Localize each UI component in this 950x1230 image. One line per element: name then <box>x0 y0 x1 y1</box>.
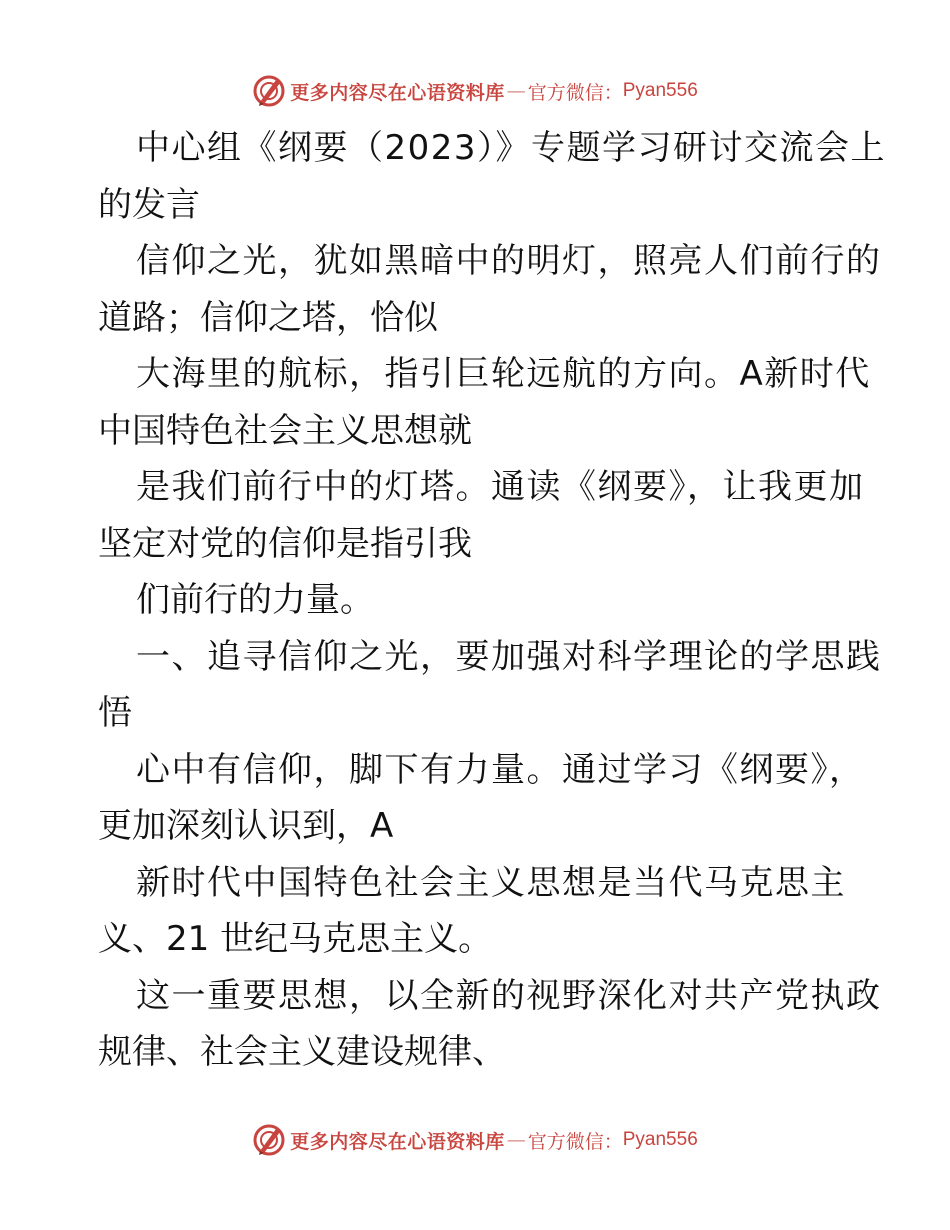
watermark-separator: — <box>506 80 526 102</box>
paragraph <box>98 572 858 629</box>
paragraph <box>98 233 882 346</box>
text-line: 义、21 世纪马克思主义。 <box>98 919 493 959</box>
pen-logo-icon <box>252 74 286 108</box>
text-line: 中国特色社会主义思想就 <box>98 410 472 451</box>
text-line: 的发言 <box>98 184 200 225</box>
text-line: 中心组《纲要（2023）》专题学习研讨交流会上 <box>136 128 887 168</box>
text-line: 心中有信仰，脚下有力量。通过学习《纲要》， <box>136 749 865 790</box>
document-body <box>98 120 887 1081</box>
watermark-wechat-id: Pyan556 <box>622 80 698 101</box>
document-title <box>98 120 887 233</box>
text-line: 大海里的航标，指引巨轮远航的方向。A新时代 <box>136 354 871 394</box>
header-watermark <box>0 71 950 111</box>
text-line: 是我们前行中的灯塔。通读《纲要》，让我更加 <box>136 467 865 507</box>
text-line: 道路；信仰之塔，恰似 <box>98 297 438 338</box>
watermark-sub-text: 官方微信： <box>527 81 623 104</box>
watermark-separator: — <box>506 1129 526 1151</box>
watermark-sub-text: 官方微信： <box>527 1130 623 1153</box>
paragraph <box>98 855 858 968</box>
paragraph <box>98 346 871 459</box>
pen-logo-icon <box>252 1123 286 1157</box>
text-line: 悟 <box>98 693 132 733</box>
text-line: 新时代中国特色社会主义思想是当代马克思主 <box>136 862 846 903</box>
text-line: 规律、社会主义建设规律、 <box>98 1032 506 1072</box>
text-line: 更加深刻认识到，A <box>98 806 394 846</box>
text-line: 这一重要思想，以全新的视野深化对共产党执政 <box>136 975 882 1016</box>
text-line: 坚定对党的信仰是指引我 <box>98 523 472 564</box>
text-line: 们前行的力量。 <box>136 580 374 620</box>
text-line: 一、追寻信仰之光，要加强对科学理论的学思践 <box>136 636 882 677</box>
paragraph <box>98 968 882 1081</box>
text-line: 信仰之光，犹如黑暗中的明灯，照亮人们前行的 <box>136 241 882 281</box>
section-heading <box>98 629 882 742</box>
watermark-main-text: 更多内容尽在心语资料库 <box>290 81 505 104</box>
watermark-wechat-id: Pyan556 <box>622 1129 698 1150</box>
paragraph <box>98 459 865 572</box>
paragraph <box>98 742 865 855</box>
footer-watermark <box>0 1120 950 1160</box>
watermark-main-text: 更多内容尽在心语资料库 <box>290 1130 505 1153</box>
